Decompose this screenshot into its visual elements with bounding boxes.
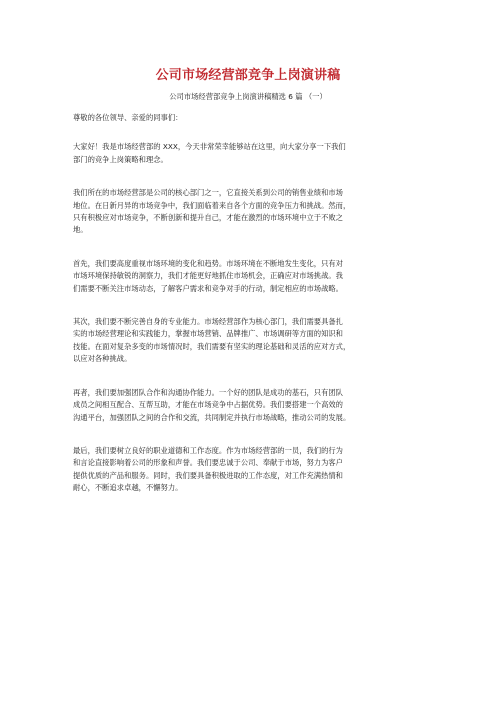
paragraph-1 — [73, 141, 431, 166]
paragraph-line: 实的市场经营理论和实践能力，掌握市场营销、品牌推广、市场调研等方面的知识和 — [73, 329, 343, 339]
paragraph-5 — [73, 387, 431, 424]
paragraph-line: 提供优质的产品和服务。同时，我们要具备积极进取的工作态度，对工作充满热情和 — [73, 470, 343, 480]
paragraph-3 — [73, 258, 431, 295]
paragraph-line: 成员之间相互配合、互帮互助，才能在市场竞争中占据优势。我们要搭建一个高效的 — [73, 400, 343, 410]
greeting — [73, 112, 431, 124]
paragraph-line: 地位。在日新月异的市场竞争中，我们面临着来自各个方面的竞争压力和挑战。然而， — [73, 200, 351, 210]
paragraph-6 — [73, 445, 431, 495]
document-body — [73, 112, 431, 495]
paragraph-line: 市场环境保持敏锐的洞察力，我们才能更好地抓住市场机会，正确应对市场挑战。我 — [73, 271, 343, 281]
document-subtitle: 公司市场经营部竞争上岗演讲稿精选 6 篇 （一） — [169, 92, 327, 101]
paragraph-line: 耐心，不断追求卓越，不懈努力。 — [73, 483, 183, 493]
paragraph-line: 和言论直接影响着公司的形象和声誉。我们要忠诚于公司、奉献于市场，努力为客户 — [73, 458, 343, 468]
paragraph-2 — [73, 187, 431, 237]
paragraph-line: 首先，我们要高度重视市场环境的变化和趋势。市场环境在不断地发生变化，只有对 — [73, 258, 343, 268]
paragraph-line: 我们所在的市场经营部是公司的核心部门之一，它直接关系到公司的销售业绩和市场 — [73, 188, 343, 198]
document-title: 公司市场经营部竞争上岗演讲稿 — [155, 68, 341, 83]
paragraph-line: 最后，我们要树立良好的职业道德和工作态度。作为市场经营部的一员，我们的行为 — [73, 445, 343, 455]
paragraph-line: 以应对各种挑战。 — [73, 354, 132, 364]
paragraph-line: 再者，我们要加强团队合作和沟通协作能力。一个好的团队是成功的基石，只有团队 — [73, 387, 343, 397]
paragraph-4 — [73, 316, 431, 366]
paragraph-line: 部门的竞争上岗策略和理念。 — [73, 154, 168, 164]
paragraph-line: 大家好！我是市场经营部的 XXX，今天非常荣幸能够站在这里，向大家分享一下我们 — [73, 142, 346, 152]
paragraph-line: 们需要不断关注市场动态，了解客户需求和竞争对手的行动，制定相应的市场战略。 — [73, 283, 343, 293]
paragraph-line: 只有积极应对市场竞争，不断创新和提升自己，才能在激烈的市场环境中立于不败之 — [73, 213, 343, 223]
paragraph-line: 地。 — [73, 225, 88, 235]
paragraph-line: 技能。在面对复杂多变的市场情况时，我们需要有坚实的理论基础和灵活的应对方式， — [73, 341, 351, 351]
greeting-line: 尊敬的各位领导、亲爱的同事们： — [73, 113, 183, 122]
paragraph-line: 沟通平台，加强团队之间的合作和交流，共同制定并执行市场战略，推动公司的发展。 — [73, 412, 351, 422]
paragraph-line: 其次，我们要不断完善自身的专业能力。市场经营部作为核心部门，我们需要具备扎 — [73, 317, 343, 327]
